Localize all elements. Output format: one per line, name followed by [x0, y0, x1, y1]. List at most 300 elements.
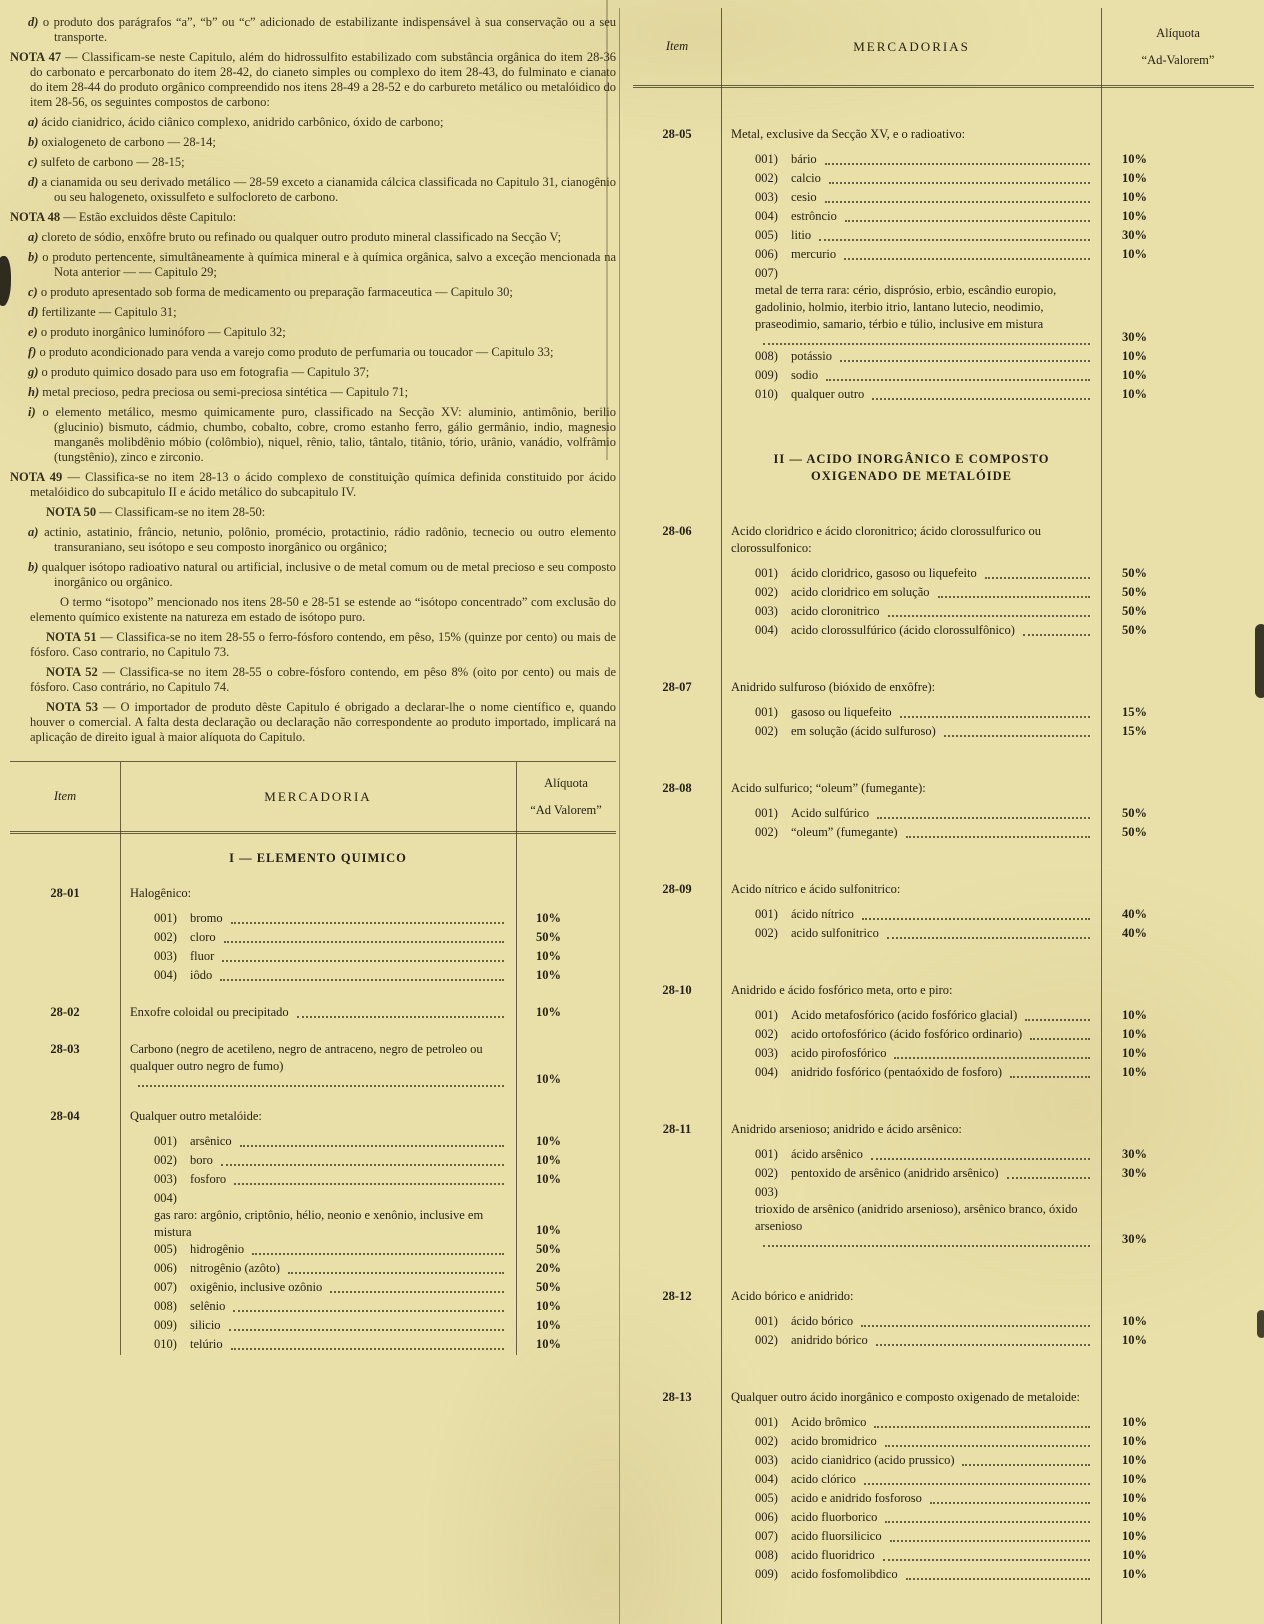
note-text: — Estão excluidos dêste Capitulo:	[63, 210, 237, 224]
tariff-entry-row	[10, 1108, 616, 1125]
rate-value: 30%	[1122, 1166, 1147, 1180]
rate-cell	[516, 1190, 616, 1241]
subitem-description-cell	[120, 1133, 516, 1152]
subitem-description: Acido brômico	[791, 1415, 867, 1429]
item-code-cell	[10, 1004, 120, 1023]
tariff-entry-row	[633, 982, 1254, 999]
subitem-description-cell	[120, 1336, 516, 1355]
subitem-item-cell	[633, 265, 721, 348]
tariff-subitem-row	[633, 367, 1254, 386]
note-letter-label: i)	[28, 405, 36, 419]
subitem-item-cell	[633, 824, 721, 843]
subitem-item-cell	[633, 1045, 721, 1064]
subitem-description: gasoso ou liquefeito	[791, 705, 892, 719]
note-text: actinio, astatinio, frâncio, netunio, polônio, promécio, protactinio, rádio radônio, tecnecio ou outro elemento transuraniano, seu isótopo e seu composto inorgânico ou orgânico;	[44, 525, 617, 554]
note-letter-item	[10, 115, 616, 130]
note-text: — Classifica-se no item 28-55 o cobre-fósforo contendo, em pêso 8% (oito por cento) ou mais de fósforo. Caso contrário, no Capitulo 74.	[30, 665, 616, 694]
entry-description: Anidrido e ácido fosfórico meta, orto e piro:	[731, 983, 953, 997]
subitem-item-cell	[633, 1509, 721, 1528]
header-aliquota	[1102, 8, 1254, 85]
dot-leader	[894, 1047, 1090, 1059]
tariff-entry-row	[633, 881, 1254, 898]
dot-leader	[330, 1281, 504, 1293]
tariff-subitem-row	[633, 1007, 1254, 1026]
subitem-description: acido fluoridrico	[791, 1548, 875, 1562]
tariff-entry-row	[633, 523, 1254, 557]
dot-leader	[861, 1315, 1090, 1327]
dot-leader	[906, 826, 1090, 838]
section-title: II — ACIDO INORGÂNICO E COMPOSTO OXIGENADO DE METALÓIDE	[773, 452, 1050, 483]
tariff-subitem-row	[633, 348, 1254, 367]
dot-leader	[864, 1473, 1090, 1485]
subitem-number: 009)	[755, 1567, 778, 1581]
subitem-item-cell	[633, 603, 721, 622]
subitem-number: 001)	[154, 1134, 177, 1148]
subitem-number: 005)	[154, 1242, 177, 1256]
dot-leader	[930, 1492, 1090, 1504]
dot-leader	[885, 1511, 1090, 1523]
dot-leader	[825, 153, 1090, 165]
subitem-item-cell	[10, 1298, 120, 1317]
subitem-item-cell	[10, 929, 120, 948]
subitem-description: acido clorossulfúrico (ácido clorossulfônico)	[791, 623, 1015, 637]
tariff-subitem-row	[633, 1165, 1254, 1184]
entry-description: Qualquer outro metalóide:	[130, 1109, 262, 1123]
tariff-subitem-row	[633, 1064, 1254, 1083]
subitem-description-cell	[721, 1007, 1102, 1026]
rate-cell	[1102, 367, 1254, 386]
subitem-number: 006)	[755, 1510, 778, 1524]
item-code-cell	[633, 982, 721, 999]
item-code-cell	[633, 780, 721, 797]
subitem-item-cell	[633, 1146, 721, 1165]
tariff-subitem-row	[10, 1241, 616, 1260]
subitem-description-cell	[721, 1414, 1102, 1433]
rate-cell	[1102, 1509, 1254, 1528]
subitem-description-cell	[721, 1509, 1102, 1528]
subitem-description-cell	[721, 1547, 1102, 1566]
entry-description: Qualquer outro ácido inorgânico e composto oxigenado de metaloide:	[731, 1390, 1080, 1404]
tariff-subitem-row	[10, 1260, 616, 1279]
subitem-item-cell	[633, 906, 721, 925]
note-paragraph	[10, 470, 616, 500]
dot-leader	[222, 950, 504, 962]
subitem-description-cell	[120, 1152, 516, 1171]
tariff-subitem-row	[10, 1336, 616, 1355]
subitem-number: 009)	[755, 368, 778, 382]
subitem-item-cell	[633, 805, 721, 824]
dot-leader	[985, 567, 1090, 579]
section-item-cell	[10, 850, 120, 867]
subitem-number: 003)	[755, 1453, 778, 1467]
rate-value: 10%	[536, 1072, 561, 1086]
tariff-subitem-row	[633, 1528, 1254, 1547]
subitem-description-cell	[721, 246, 1102, 265]
item-code: 28-08	[662, 781, 692, 795]
rate-value: 10%	[1122, 387, 1147, 401]
rate-value: 10%	[1122, 171, 1147, 185]
subitem-description: qualquer outro	[791, 387, 865, 401]
subitem-item-cell	[633, 170, 721, 189]
subitem-description-cell	[721, 925, 1102, 944]
note-number-label: NOTA 52	[46, 665, 98, 679]
entry-description-cell	[120, 1041, 516, 1090]
subitem-item-cell	[633, 208, 721, 227]
tariff-subitem-row	[10, 948, 616, 967]
tariff-subitem-row	[633, 1490, 1254, 1509]
rate-cell	[516, 1241, 616, 1260]
note-letter-label: c)	[28, 155, 38, 169]
subitem-description: cloro	[190, 930, 216, 944]
note-letter-label: b)	[28, 250, 39, 264]
tariff-subitem-row	[633, 1547, 1254, 1566]
tariff-subitem-row	[633, 1184, 1254, 1250]
subitem-number: 010)	[755, 387, 778, 401]
entry-description-cell	[721, 1389, 1102, 1406]
dot-leader	[874, 1416, 1090, 1428]
header-aliquota-line1: Alíquota	[544, 775, 588, 790]
dot-leader	[763, 1235, 1090, 1247]
tariff-entry-row	[633, 1121, 1254, 1138]
note-letter-label: d)	[28, 175, 39, 189]
note-text: o produto apresentado sob forma de medicamento ou preparação farmaceutica — Capitulo 30;	[40, 285, 513, 299]
note-text: cloreto de sódio, enxôfre bruto ou refinado ou qualquer outro produto mineral classificado na Secção V;	[41, 230, 562, 244]
subitem-description: fosforo	[190, 1172, 227, 1186]
rate-value: 10%	[1122, 368, 1147, 382]
subitem-item-cell	[633, 367, 721, 386]
dot-leader	[829, 172, 1090, 184]
subitem-description: acido cianidrico (acido prussico)	[791, 1453, 955, 1467]
subitem-number: 009)	[154, 1318, 177, 1332]
dot-leader	[233, 1300, 504, 1312]
subitem-number: 002)	[755, 926, 778, 940]
subitem-description-cell	[120, 1260, 516, 1279]
subitem-number: 002)	[755, 1333, 778, 1347]
tariff-subitem-row	[633, 1026, 1254, 1045]
subitem-item-cell	[10, 1152, 120, 1171]
tariff-subitem-row	[633, 704, 1254, 723]
subitem-number: 003)	[154, 1172, 177, 1186]
subitem-number: 002)	[154, 930, 177, 944]
subitem-item-cell	[10, 1279, 120, 1298]
rate-cell	[1102, 780, 1254, 797]
rate-cell	[516, 1260, 616, 1279]
subitem-number: 002)	[755, 724, 778, 738]
subitem-number: 006)	[755, 247, 778, 261]
dot-leader	[883, 1549, 1090, 1561]
item-code: 28-02	[50, 1005, 80, 1019]
entry-description: Acido cloridrico e ácido cloronitrico; ácido clorossulfurico ou clorossulfonico:	[731, 524, 1041, 555]
dot-leader	[224, 931, 504, 943]
note-text: metal precioso, pedra preciosa ou semi-preciosa sintética — Capitulo 71;	[42, 385, 409, 399]
rate-value: 10%	[1122, 247, 1147, 261]
subitem-description-cell	[120, 948, 516, 967]
subitem-description: bromo	[190, 911, 223, 925]
entry-description-cell	[120, 885, 516, 902]
subitem-description: acido ortofosfórico (ácido fosfórico ordinario)	[791, 1027, 1023, 1041]
subitem-number: 003)	[755, 1185, 778, 1199]
rate-cell	[516, 948, 616, 967]
table-section-row	[633, 451, 1254, 485]
subitem-item-cell	[633, 386, 721, 405]
note-number-label: NOTA 50	[46, 505, 97, 519]
subitem-description-cell	[721, 1313, 1102, 1332]
rate-cell	[516, 967, 616, 986]
rate-value: 30%	[1122, 228, 1147, 242]
subitem-description-cell	[721, 906, 1102, 925]
note-letter-item	[10, 525, 616, 555]
subitem-number: 002)	[755, 1434, 778, 1448]
subitem-number: 001)	[154, 911, 177, 925]
subitem-number: 004)	[755, 1065, 778, 1079]
rate-value: 30%	[1122, 1147, 1147, 1161]
subitem-description-cell	[721, 1184, 1102, 1250]
subitem-number: 002)	[755, 1027, 778, 1041]
subitem-description: trioxido de arsênico (anidrido arsenioso), arsênico branco, óxido arsenioso	[755, 1202, 1078, 1233]
rate-value: 10%	[1122, 1472, 1147, 1486]
subitem-description: calcio	[791, 171, 821, 185]
entry-description: Anidrido sulfuroso (bióxido de enxôfre):	[731, 680, 936, 694]
subitem-description-cell	[721, 1490, 1102, 1509]
tariff-subitem-row	[10, 1317, 616, 1336]
rate-cell	[1102, 1490, 1254, 1509]
subitem-description-cell	[120, 1279, 516, 1298]
ink-smudge	[1257, 1310, 1264, 1338]
note-letter-label: a)	[28, 115, 39, 129]
rate-value: 50%	[1122, 825, 1147, 839]
subitem-description: pentoxido de arsênico (anidrido arsênico)	[791, 1166, 999, 1180]
subitem-number: 001)	[755, 806, 778, 820]
subitem-number: 007)	[755, 1529, 778, 1543]
subitem-description: mercurio	[791, 247, 837, 261]
dot-leader	[944, 725, 1090, 737]
chapter-notes	[10, 15, 616, 745]
tariff-subitem-row	[633, 1566, 1254, 1585]
rate-value: 10%	[536, 1134, 561, 1148]
rate-cell	[1102, 126, 1254, 143]
subitem-item-cell	[633, 584, 721, 603]
note-letter-label: d)	[28, 15, 39, 29]
tariff-subitem-row	[10, 1279, 616, 1298]
subitem-item-cell	[633, 1547, 721, 1566]
dot-leader	[887, 927, 1090, 939]
rate-value: 50%	[536, 1242, 561, 1256]
subitem-description: fluor	[190, 949, 215, 963]
item-code-cell	[633, 1389, 721, 1406]
dot-leader	[1023, 624, 1090, 636]
rate-cell	[1102, 1121, 1254, 1138]
note-letter-label: a)	[28, 525, 39, 539]
item-code-cell	[633, 1121, 721, 1138]
tariff-subitem-row	[10, 1298, 616, 1317]
subitem-number: 008)	[755, 349, 778, 363]
subitem-item-cell	[633, 1313, 721, 1332]
rate-cell	[1102, 824, 1254, 843]
header-item: Item	[665, 39, 689, 53]
subitem-description: acido fluorsilicico	[791, 1529, 882, 1543]
entry-description-cell	[721, 780, 1102, 797]
dot-leader	[1025, 1009, 1090, 1021]
note-text: — O importador de produto dêste Capitulo é obrigado a declarar-lhe o nome científico e, quando houver o comercial. A falta desta declaração ou declaração não correspondente ao produto importado, implicará na aplicação de direito igual à maior alíquota do Capitulo.	[30, 700, 617, 744]
subitem-number: 002)	[755, 1166, 778, 1180]
tariff-entry-row	[633, 780, 1254, 797]
header-aliquota-line2: “Ad-Valorem”	[1141, 52, 1215, 67]
subitem-item-cell	[633, 1165, 721, 1184]
rate-cell	[1102, 523, 1254, 557]
note-text: O termo “isotopo” mencionado nos itens 28-50 e 28-51 se estende ao “isótopo concentrado” com exclusão do elemento químico existente na natureza em estado de isótopo puro.	[30, 595, 616, 624]
subitem-number: 002)	[755, 171, 778, 185]
subitem-item-cell	[633, 1184, 721, 1250]
subitem-description: arsênico	[190, 1134, 232, 1148]
item-code: 28-10	[662, 983, 692, 997]
item-code: 28-06	[662, 524, 692, 538]
rate-value: 10%	[536, 1172, 561, 1186]
entry-description: Anidrido arsenioso; anidrido e ácido arsênico:	[731, 1122, 962, 1136]
note-letter-label: e)	[28, 325, 38, 339]
item-code: 28-03	[50, 1042, 80, 1056]
note-text: o produto acondicionado para venda a varejo como produto de perfumaria ou toucador — Capitulo 33;	[39, 345, 554, 359]
subitem-description-cell	[721, 824, 1102, 843]
tariff-table-left	[10, 761, 616, 1355]
subitem-description: ácido bórico	[791, 1314, 854, 1328]
subitem-description: ácido nítrico	[791, 907, 854, 921]
rate-value: 10%	[1122, 1567, 1147, 1581]
rate-value: 10%	[1122, 1510, 1147, 1524]
subitem-item-cell	[633, 622, 721, 641]
rate-cell	[516, 1279, 616, 1298]
subitem-description-cell	[721, 1064, 1102, 1083]
tariff-subitem-row	[633, 1452, 1254, 1471]
entry-description-cell	[721, 982, 1102, 999]
subitem-number: 003)	[755, 190, 778, 204]
note-text: o elemento metálico, mesmo quimicamente puro, classificado na Secção XV: aluminio, antimônio, berilio (glucinio) bismuto, cádmio, chumbo, cobalto, cobre, cromo estanho ferro, gálio germânio, indio, magnesio manganês molibdênio móbio (colômbio), niquel, rênio, talio, tântalo, titânio, tório, urânio, vanádio, volfrâmio (tungstênio), zinco e zirconio.	[42, 405, 617, 464]
header-mercadoria: MERCADORIA	[264, 789, 372, 804]
entry-description: Acido sulfurico; “oleum” (fumegante):	[731, 781, 926, 795]
subitem-description: cesio	[791, 190, 817, 204]
rate-value: 10%	[1122, 190, 1147, 204]
rate-cell	[1102, 1332, 1254, 1351]
rate-cell	[1102, 246, 1254, 265]
tariff-subitem-row	[633, 565, 1254, 584]
tariff-subitem-row	[633, 1045, 1254, 1064]
subitem-description: acido bromidrico	[791, 1434, 877, 1448]
rate-value: 10%	[1122, 1008, 1147, 1022]
tariff-subitem-row	[633, 170, 1254, 189]
subitem-item-cell	[633, 723, 721, 742]
rate-cell	[516, 1336, 616, 1355]
header-item: Item	[53, 789, 77, 803]
entry-description-cell	[721, 523, 1102, 557]
dot-leader	[234, 1173, 504, 1185]
entry-description: Acido nítrico e ácido sulfonitrico:	[731, 882, 901, 896]
tariff-subitem-row	[633, 723, 1254, 742]
tariff-subitem-row	[633, 265, 1254, 348]
subitem-description-cell	[721, 265, 1102, 348]
subitem-item-cell	[633, 227, 721, 246]
subitem-item-cell	[10, 1336, 120, 1355]
rate-cell	[1102, 1452, 1254, 1471]
tariff-subitem-row	[633, 1414, 1254, 1433]
subitem-description: acido cloridrico em solução	[791, 585, 930, 599]
rate-value: 50%	[1122, 623, 1147, 637]
rate-cell	[1102, 723, 1254, 742]
subitem-number: 003)	[755, 604, 778, 618]
subitem-item-cell	[633, 1433, 721, 1452]
tariff-subitem-row	[633, 246, 1254, 265]
rate-cell	[1102, 679, 1254, 696]
subitem-description: ácido arsênico	[791, 1147, 863, 1161]
note-letter-item	[10, 250, 616, 280]
subitem-number: 001)	[755, 1415, 778, 1429]
ink-smudge	[606, 0, 608, 460]
dot-leader	[877, 807, 1090, 819]
subitem-description: acido e anidrido fosforoso	[791, 1491, 922, 1505]
rate-value: 10%	[536, 911, 561, 925]
rate-cell	[1102, 1184, 1254, 1250]
table-body-right	[633, 126, 1254, 1585]
rate-value: 10%	[1122, 1453, 1147, 1467]
subitem-description-cell	[721, 622, 1102, 641]
rate-cell	[1102, 348, 1254, 367]
header-mercadoria: MERCADORIAS	[853, 39, 970, 54]
entry-description-cell	[721, 126, 1102, 143]
subitem-description-cell	[721, 348, 1102, 367]
dot-leader	[962, 1454, 1090, 1466]
rate-cell	[516, 910, 616, 929]
dot-leader	[938, 586, 1091, 598]
rate-cell	[1102, 925, 1254, 944]
subitem-description: iôdo	[190, 968, 213, 982]
rate-value: 10%	[1122, 209, 1147, 223]
rate-cell	[1102, 170, 1254, 189]
dot-leader	[1007, 1167, 1090, 1179]
entry-description-cell	[721, 679, 1102, 696]
item-code: 28-05	[662, 127, 692, 141]
subitem-description-cell	[721, 1471, 1102, 1490]
ink-smudge	[1255, 624, 1264, 698]
subitem-number: 002)	[755, 825, 778, 839]
subitem-description: telúrio	[190, 1337, 223, 1351]
tariff-subitem-row	[633, 1146, 1254, 1165]
rate-value: 50%	[536, 930, 561, 944]
left-column	[10, 8, 616, 1624]
item-code: 28-01	[50, 886, 80, 900]
dot-leader	[231, 1338, 504, 1350]
item-code-cell	[633, 126, 721, 143]
rate-cell	[1102, 1547, 1254, 1566]
entry-description: Acido bórico e anidrido:	[731, 1289, 854, 1303]
subitem-description: nitrogênio (azôto)	[190, 1261, 280, 1275]
rate-value: 50%	[1122, 566, 1147, 580]
subitem-number: 001)	[755, 705, 778, 719]
tariff-subitem-row	[633, 603, 1254, 622]
rate-cell	[1102, 603, 1254, 622]
subitem-item-cell	[10, 910, 120, 929]
note-text: oxialogeneto de carbono — 28-14;	[41, 135, 216, 149]
subitem-item-cell	[633, 1566, 721, 1585]
subitem-description: anidrido fosfórico (pentaóxido de fosforo)	[791, 1065, 1003, 1079]
note-paragraph-indented	[30, 700, 616, 745]
rate-cell	[1102, 1146, 1254, 1165]
note-text: o produto quimico dosado para uso em fotografia — Capitulo 37;	[41, 365, 370, 379]
tariff-subitem-row	[633, 1433, 1254, 1452]
subitem-description-cell	[721, 208, 1102, 227]
rate-cell	[1102, 1045, 1254, 1064]
rate-value: 40%	[1122, 907, 1147, 921]
rate-cell	[1102, 1566, 1254, 1585]
subitem-item-cell	[633, 1064, 721, 1083]
note-letter-item	[10, 15, 616, 45]
